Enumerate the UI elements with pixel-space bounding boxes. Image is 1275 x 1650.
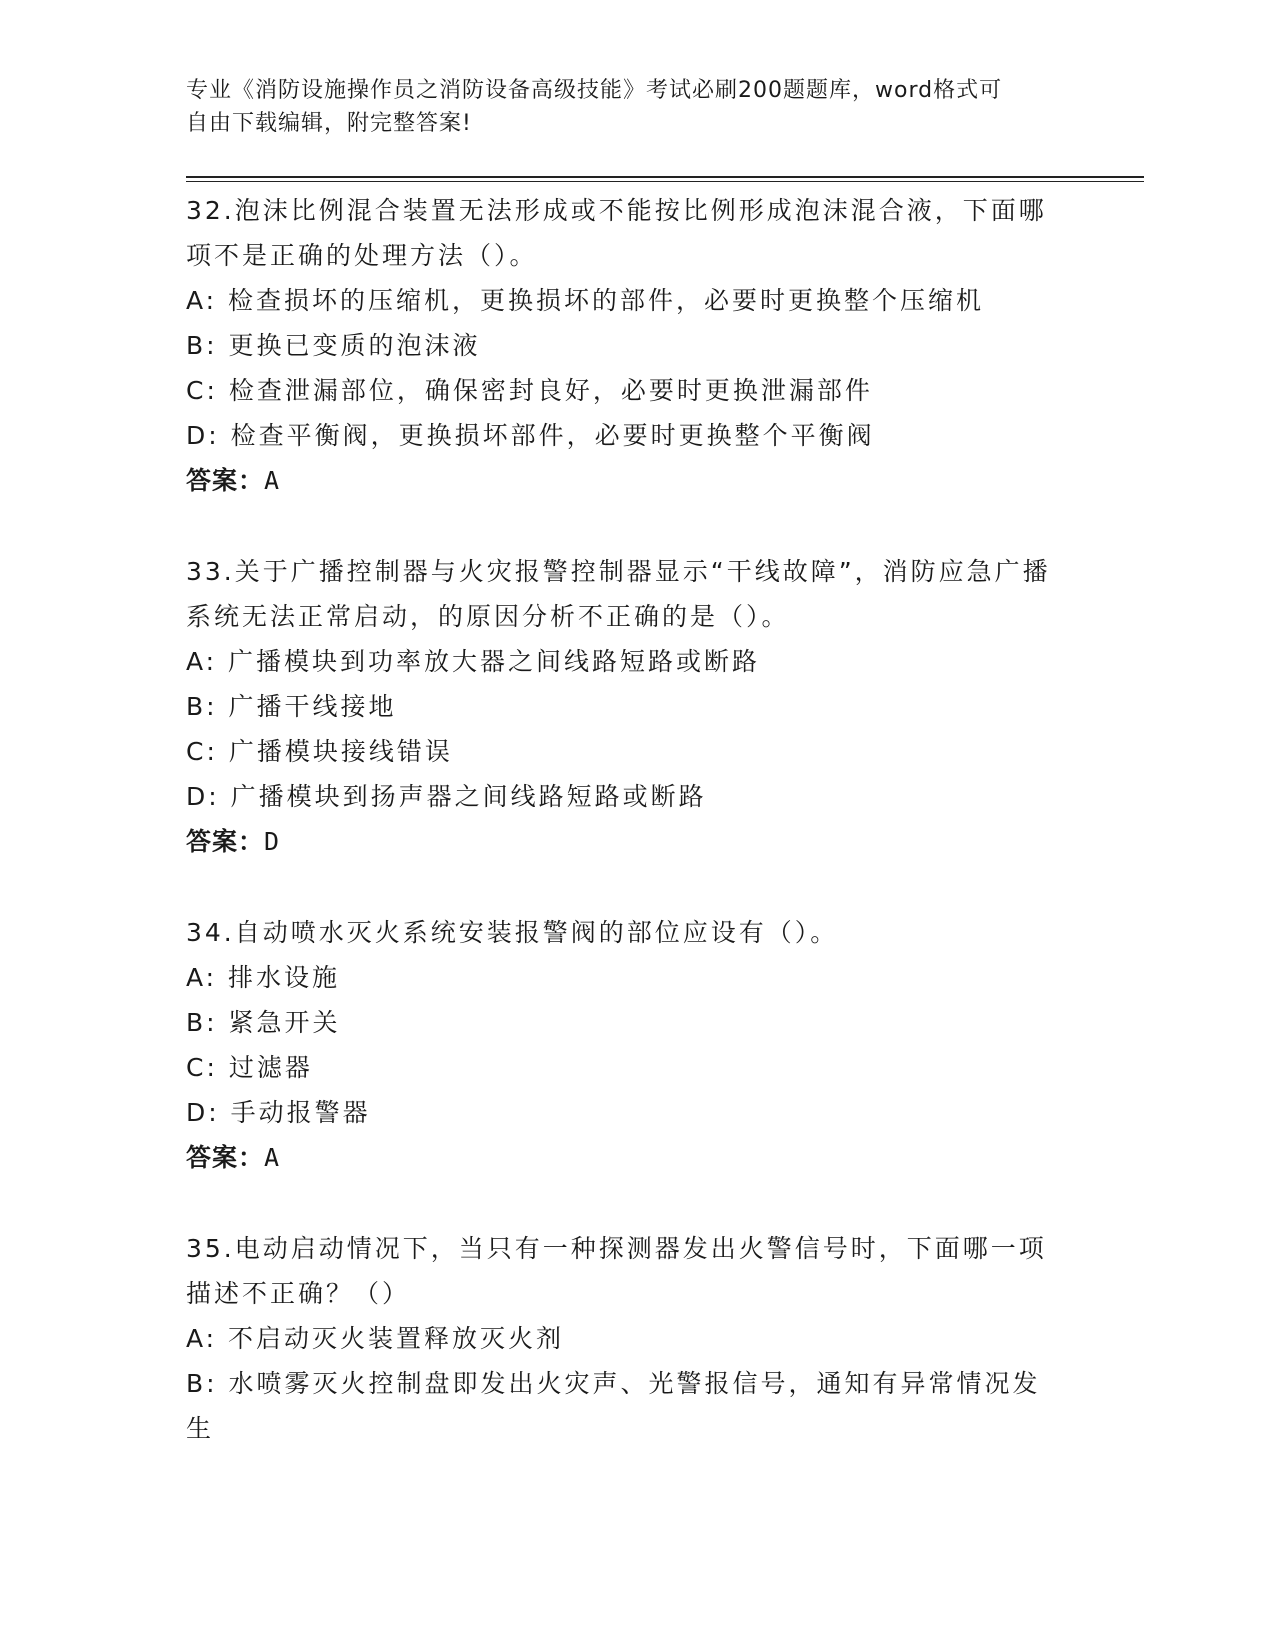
question-text: 32.泡沫比例混合装置无法形成或不能按比例形成泡沫混合液，下面哪项不是正确的处理方法（）。	[186, 196, 1047, 270]
option-b: B: 更换已变质的泡沫液	[186, 331, 481, 360]
answer-label: 答案：	[186, 1143, 265, 1172]
question-35	[186, 1226, 1066, 1451]
document-header	[186, 74, 1066, 140]
option-b: B: 水喷雾灭火控制盘即发出火灾声、光警报信号，通知有异常情况发生	[186, 1369, 1041, 1443]
header-divider-thick	[186, 176, 1144, 178]
question-text: 34.自动喷水灭火系统安装报警阀的部位应设有（）。	[186, 918, 839, 947]
header-line-1: 专业《消防设施操作员之消防设备高级技能》考试必刷200题题库，word格式可	[186, 78, 1003, 103]
answer-line	[186, 458, 1066, 503]
option-c: C: 检查泄漏部位，确保密封良好，必要时更换泄漏部件	[186, 376, 873, 405]
question-text: 33.关于广播控制器与火灾报警控制器显示“干线故障”，消防应急广播系统无法正常启动，的原因分析不正确的是（）。	[186, 557, 1051, 631]
answer-value: A	[264, 1143, 281, 1172]
option-a: A: 排水设施	[186, 963, 341, 992]
answer-value: D	[264, 827, 281, 856]
answer-label: 答案：	[186, 466, 265, 495]
question-32	[186, 188, 1066, 503]
option-c: C: 过滤器	[186, 1053, 313, 1082]
answer-value: A	[264, 466, 281, 495]
question-text: 35.电动启动情况下，当只有一种探测器发出火警信号时，下面哪一项描述不正确？（）	[186, 1234, 1047, 1308]
option-d: D: 检查平衡阀，更换损坏部件，必要时更换整个平衡阀	[186, 421, 875, 450]
option-a: A: 不启动灭火装置释放灭火剂	[186, 1324, 565, 1353]
option-b: B: 紧急开关	[186, 1008, 341, 1037]
option-c: C: 广播模块接线错误	[186, 737, 453, 766]
option-a: A: 广播模块到功率放大器之间线路短路或断路	[186, 647, 761, 676]
option-b: B: 广播干线接地	[186, 692, 397, 721]
question-34	[186, 910, 1066, 1180]
header-line-2: 自由下载编辑，附完整答案!	[186, 111, 472, 136]
header-divider-thin	[186, 181, 1144, 182]
answer-line	[186, 819, 1066, 864]
answer-line	[186, 1135, 1066, 1180]
option-d: D: 广播模块到扬声器之间线路短路或断路	[186, 782, 707, 811]
answer-label: 答案：	[186, 827, 265, 856]
question-33	[186, 549, 1066, 864]
option-a: A: 检查损坏的压缩机，更换损坏的部件，必要时更换整个压缩机	[186, 286, 985, 315]
option-d: D: 手动报警器	[186, 1098, 371, 1127]
question-list	[186, 188, 1066, 1497]
